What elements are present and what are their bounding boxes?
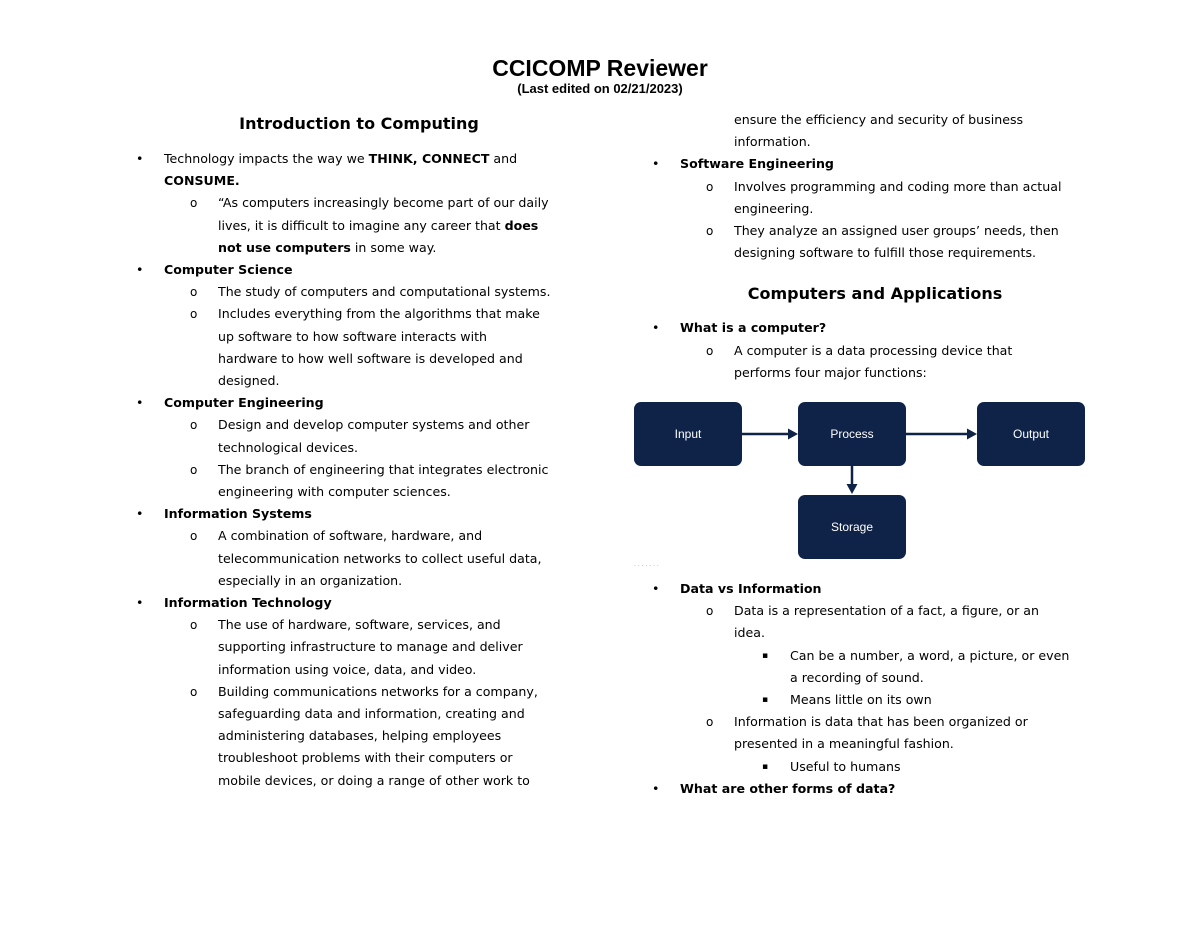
sub-item: o The study of computers and computational systems. <box>134 281 584 303</box>
list-item-information-systems: • Information Systems <box>134 503 584 525</box>
bullet-marker: • <box>136 262 144 278</box>
sub-item: o Data is a representation of a fact, a figure, or an <box>650 600 1100 622</box>
circle-marker: o <box>706 179 714 194</box>
list-item-computer-science: • Computer Science <box>134 259 584 281</box>
bullet-marker: • <box>136 506 144 522</box>
square-marker: ▪ <box>762 761 769 772</box>
list-item-data-vs-information: • Data vs Information <box>650 578 1100 600</box>
arrowhead <box>788 429 798 440</box>
square-marker: ▪ <box>762 695 769 706</box>
circle-marker: o <box>706 604 714 619</box>
circle-marker: o <box>190 418 198 433</box>
circle-marker: o <box>190 285 198 300</box>
output-box: Output <box>977 402 1085 466</box>
sub-item: o Design and develop computer systems and other <box>134 414 584 436</box>
bullet-marker: • <box>652 156 660 172</box>
sub-item: o Building communications networks for a company, <box>134 681 584 703</box>
sub-item: o A combination of software, hardware, and <box>134 525 584 547</box>
circle-marker: o <box>190 307 198 322</box>
circle-marker: o <box>190 684 198 699</box>
sub-sub-item: ▪ Useful to humans <box>650 756 1100 778</box>
section-heading-introduction: Introduction to Computing <box>239 114 479 133</box>
circle-marker: o <box>190 196 198 211</box>
bullet-marker: • <box>136 395 144 411</box>
circle-marker: o <box>706 343 714 358</box>
bullet-marker: • <box>136 595 144 611</box>
diagram-caption-dots: · · · · · · · <box>634 563 659 570</box>
list-item-computer-engineering: • Computer Engineering <box>134 392 584 414</box>
sub-item: o Involves programming and coding more than actual <box>650 176 1100 198</box>
input-box: Input <box>634 402 742 466</box>
circle-marker: o <box>706 715 714 730</box>
arrowhead <box>967 429 977 440</box>
circle-marker: o <box>190 618 198 633</box>
circle-marker: o <box>190 462 198 477</box>
list-item-technology-cont: CONSUME. <box>164 173 240 189</box>
storage-box: Storage <box>798 495 906 559</box>
list-item-technology: • Technology impacts the way we THINK, CONNECT and <box>134 148 584 170</box>
sub-item: o The branch of engineering that integrates electronic <box>134 459 584 481</box>
list-item-other-forms: • What are other forms of data? <box>650 778 1100 800</box>
sub-item: o Information is data that has been organized or <box>650 711 1100 733</box>
sub-item: o A computer is a data processing device that <box>650 340 1100 362</box>
right-column-bottom: • Data vs Information o Data is a representation of a fact, a figure, or an idea. ▪ Can be a number, a word, a picture, or even a recording of sound. ▪ Means little on its own o Information is data that has been organized or presented in a meaningful fashion. ▪ Useful to humans • What are other forms of data? <box>650 578 1100 800</box>
sub-item-quote: o “As computers increasingly become part of our daily <box>134 192 584 214</box>
continued-text: ensure the efficiency and security of business <box>734 112 1024 127</box>
list-item-what-is-computer: • What is a computer? <box>650 317 1100 339</box>
sub-item: o Includes everything from the algorithms that make <box>134 303 584 325</box>
list-item-software-engineering: • Software Engineering <box>650 153 1100 175</box>
computer-functions-diagram <box>634 402 1086 562</box>
sub-item: o The use of hardware, software, services, and <box>134 614 584 636</box>
page-title: CCICOMP Reviewer <box>492 55 708 81</box>
right-column-top: ensure the efficiency and security of business information. • Software Engineering o Involves programming and coding more than actual engineering. o They analyze an assigned user groups’ needs, then designing software to fulfill those requirements. Computers and Applications • What is a computer? o A computer is a data processing device that performs four major functions: <box>650 109 1100 384</box>
section-heading-computers-applications: Computers and Applications <box>747 284 1003 304</box>
bullet-marker: • <box>136 151 144 166</box>
list-item-information-technology: • Information Technology <box>134 592 584 614</box>
sub-item: o They analyze an assigned user groups’ needs, then <box>650 220 1100 242</box>
last-edited-note: (Last edited on 02/21/2023) <box>517 81 683 96</box>
bullet-marker: • <box>652 780 660 796</box>
bullet-marker: • <box>652 320 660 336</box>
process-box: Process <box>798 402 906 466</box>
sub-sub-item: ▪ Means little on its own <box>650 689 1100 711</box>
circle-marker: o <box>190 529 198 544</box>
circle-marker: o <box>706 224 714 239</box>
arrowhead <box>847 484 858 494</box>
bullet-marker: • <box>652 581 660 596</box>
left-column: Introduction to Computing • Technology impacts the way we THINK, CONNECT and CONSUME. o “As computers increasingly become part of our daily lives, it is difficult to imagine any career that does not use computers in some way. • Computer Science o The study of computers and computational systems. o Includes everything from the algorithms that make up software to how software interacts with hardware to how well software is developed and designed. • Computer Engineering o Design and develop computer systems and other technological devices. o The branch of engineering that integrates electronic engineering with computer sciences. • Information Systems o A combination of software, hardware, and telecommunication networks to collect useful data, especially in an organization. • Information Technology o The use of hardware, software, services, and supporting infrastructure to manage and deliver information using voice, data, and video. o Building communications networks for a company, safeguarding data and information, creating and administering databases, helping employees troubleshoot problems with their computers or mobile devices, or doing a range of other work to <box>134 110 584 792</box>
sub-sub-item: ▪ Can be a number, a word, a picture, or even <box>650 645 1100 667</box>
square-marker: ▪ <box>762 650 769 661</box>
